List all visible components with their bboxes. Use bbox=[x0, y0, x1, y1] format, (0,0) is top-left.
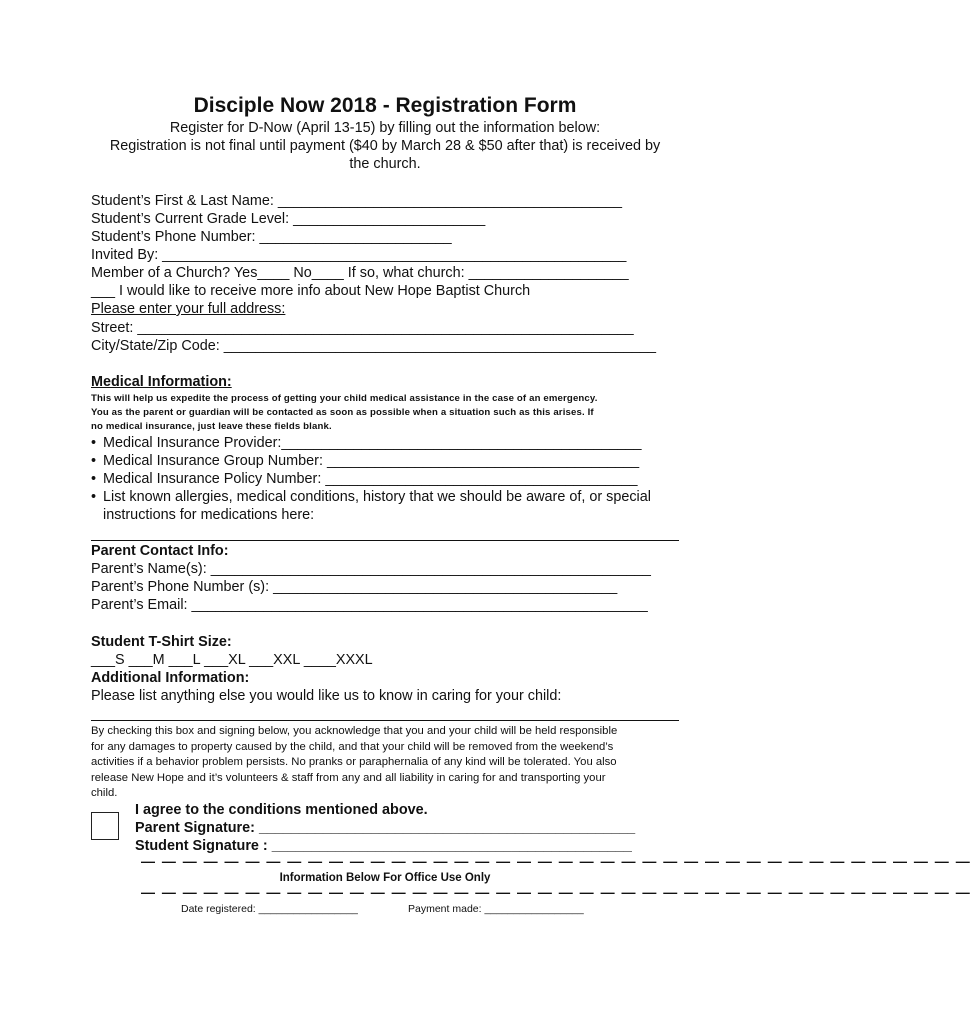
payment-made-field[interactable]: Payment made: _________________ bbox=[408, 903, 584, 915]
liability-line-3: activities if a behavior problem persists. No pranks or paraphernalia of any kind will be tolerated. You also bbox=[91, 756, 617, 768]
insurance-group-field[interactable] bbox=[91, 452, 639, 470]
invited-by-field[interactable]: Invited By: __________________________________________________________ bbox=[91, 247, 627, 263]
city-state-zip-field[interactable]: City/State/Zip Code: ______________________________________________________ bbox=[91, 338, 656, 354]
student-phone-field[interactable]: Student’s Phone Number: ________________________ bbox=[91, 229, 452, 245]
liability-statement bbox=[91, 724, 681, 802]
intro-line-3: the church. bbox=[349, 156, 421, 172]
bullet-icon: • bbox=[91, 489, 97, 505]
more-info-checkline[interactable]: ___ I would like to receive more info about New Hope Baptist Church bbox=[91, 283, 531, 299]
parent-phone-field[interactable]: Parent’s Phone Number (s): ___________________________________________ bbox=[91, 579, 618, 595]
additional-info-heading: Additional Information: bbox=[91, 670, 250, 686]
insurance-provider-label: Medical Insurance Provider:_____________________________________________ bbox=[103, 435, 642, 451]
allergies-answer-line[interactable] bbox=[91, 540, 679, 541]
parent-names-field[interactable]: Parent’s Name(s): _______________________________________________________ bbox=[91, 561, 651, 577]
liability-line-4: release New Hope and it’s volunteers & staff from any and all liability in caring for and transporting your bbox=[91, 771, 606, 784]
medical-note-2: You as the parent or guardian will be contacted as soon as possible when a situation such as this arises. If bbox=[91, 407, 594, 418]
additional-info-answer-line[interactable] bbox=[91, 720, 679, 721]
tshirt-size-options[interactable]: ___S ___M ___L ___XL ___XXL ____XXXL bbox=[91, 652, 373, 668]
insurance-group-label: Medical Insurance Group Number: _______________________________________ bbox=[103, 453, 640, 469]
allergies-label: List known allergies, medical conditions, history that we should be aware of, or special bbox=[103, 489, 651, 505]
insurance-provider-field[interactable] bbox=[91, 434, 642, 452]
tshirt-heading: Student T-Shirt Size: bbox=[91, 634, 232, 650]
parent-contact-heading: Parent Contact Info: bbox=[91, 543, 229, 559]
insurance-policy-label: Medical Insurance Policy Number: _______________________________________ bbox=[103, 471, 638, 487]
form-title: Disciple Now 2018 - Registration Form bbox=[193, 94, 577, 117]
student-name-field[interactable]: Student’s First & Last Name: ___________________________________________ bbox=[91, 193, 623, 209]
medical-heading: Medical Information: bbox=[91, 374, 232, 390]
bullet-icon: • bbox=[91, 453, 97, 469]
medical-note-1: This will help us expedite the process of getting your child medical assistance in the case of an emergency. bbox=[91, 393, 598, 404]
date-registered-field[interactable]: Date registered: _________________ bbox=[181, 903, 358, 915]
additional-info-prompt: Please list anything else you would like us to know in caring for your child: bbox=[91, 688, 562, 704]
church-member-field[interactable]: Member of a Church? Yes____ No____ If so, what church: ____________________ bbox=[91, 265, 629, 281]
address-prompt: Please enter your full address: bbox=[91, 301, 286, 317]
student-signature-field[interactable]: Student Signature : _____________________________________________ bbox=[135, 838, 632, 854]
bullet-icon: • bbox=[91, 471, 97, 487]
parent-signature-field[interactable]: Parent Signature: _______________________________________________ bbox=[135, 820, 636, 836]
intro-line-2: Registration is not final until payment ($40 by March 28 & $50 after that) is received by bbox=[109, 138, 661, 154]
bullet-icon: • bbox=[91, 435, 97, 451]
liability-line-5: child. bbox=[91, 787, 118, 799]
intro-line-1: Register for D-Now (April 13-15) by filling out the information below: bbox=[169, 120, 601, 136]
parent-email-field[interactable]: Parent’s Email: _________________________________________________________ bbox=[91, 597, 648, 613]
liability-line-2: for any damages to property caused by the child, and that your child will be removed from the weekend’s bbox=[91, 740, 614, 753]
medical-note-3: no medical insurance, just leave these fields blank. bbox=[91, 421, 332, 432]
street-field[interactable]: Street: ______________________________________________________________ bbox=[91, 320, 634, 336]
allergies-field[interactable] bbox=[91, 488, 651, 506]
office-divider-top: — — — — — — — — — — — — — — — — — — — — — — — — — — — — — — — — — — — — — — — — bbox=[141, 853, 971, 869]
agree-checkbox[interactable] bbox=[91, 812, 119, 840]
office-use-heading: Information Below For Office Use Only bbox=[279, 872, 491, 884]
student-grade-field[interactable]: Student’s Current Grade Level: ________________________ bbox=[91, 211, 486, 227]
liability-line-1: By checking this box and signing below, you acknowledge that you and your child will be held responsible bbox=[91, 725, 618, 737]
agree-label: I agree to the conditions mentioned above. bbox=[135, 802, 428, 818]
office-divider-bottom: — — — — — — — — — — — — — — — — — — — — — — — — — — — — — — — — — — — — — — — — bbox=[141, 884, 971, 900]
insurance-policy-field[interactable] bbox=[91, 470, 637, 488]
allergies-label-continued: instructions for medications here: bbox=[103, 507, 315, 523]
